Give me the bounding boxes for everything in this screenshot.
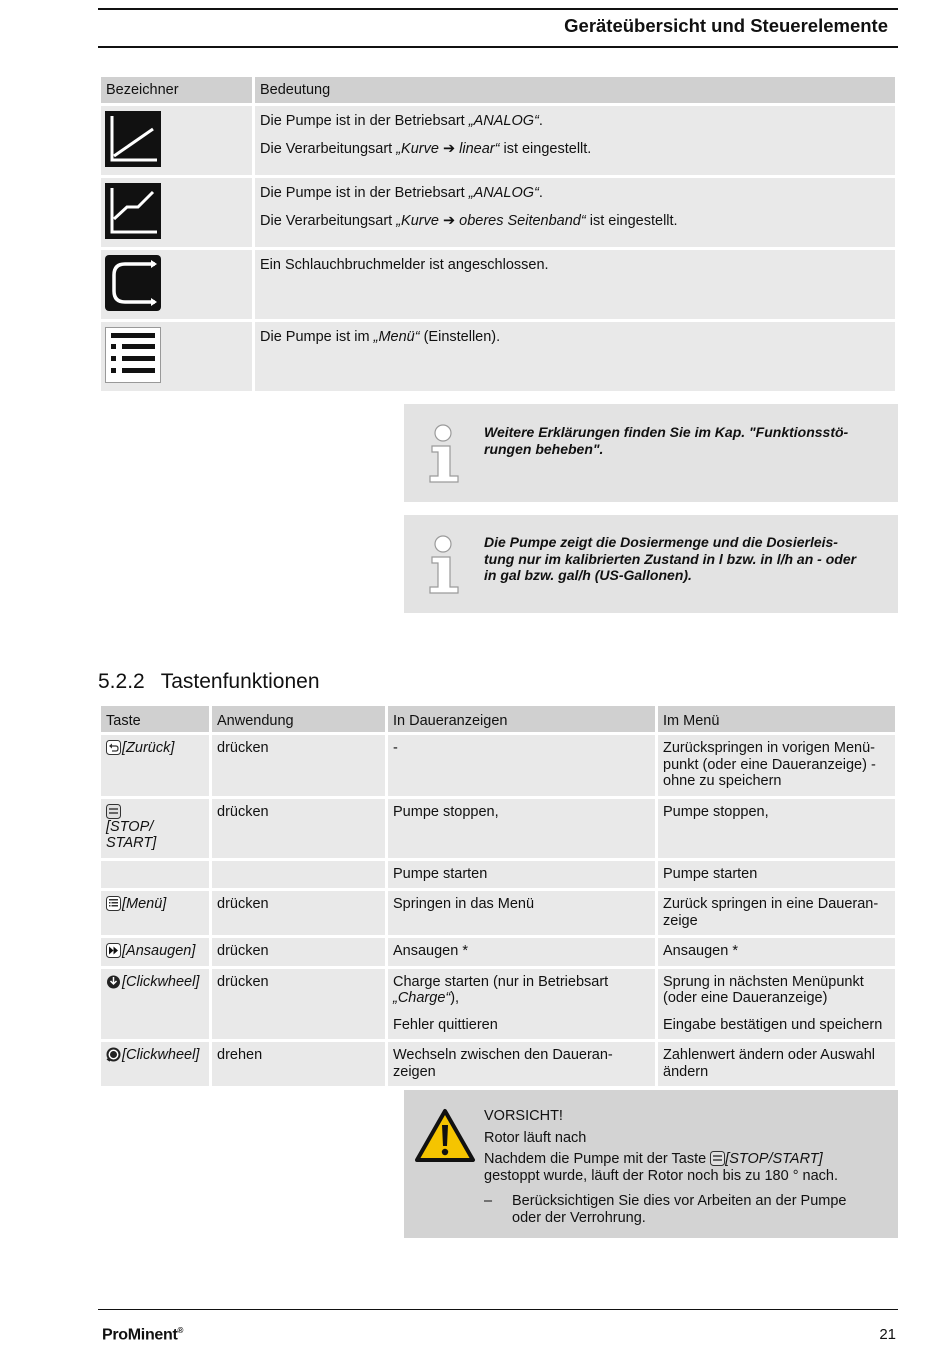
info-text: Die Pumpe zeigt die Dosiermenge und die Dosierleis-tung nur im kalibrierten Zustand in l bzw. in l/h an - oder in gal bzw. gal/h (US-Gallonen). [484,534,857,583]
analog-linear-icon [105,111,161,167]
caution-box [404,1090,898,1238]
meaning-text: ist eingestellt. [499,140,592,157]
header-bottom-rule [98,46,898,48]
menu-cell: Pumpe starten [658,861,895,889]
back-key-icon [106,740,121,755]
meaning-text: Die Pumpe ist im [260,329,374,345]
meaning-text: Ein Schlauchbruchmelder ist angeschlossen. [260,257,549,273]
col-header-bedeutung: Bedeutung [255,77,895,103]
stop-start-key-icon [106,804,121,819]
caution-body-text: gestoppt wurde, läuft der Rotor noch bis zu 180 ° nach. [484,1167,839,1184]
table-row [101,799,895,858]
key-label: [Zurück] [122,740,175,756]
page-header-title: Geräteübersicht und Steuerelemente [564,15,888,36]
symbol-cell [101,178,252,247]
meaning-text: Die Verarbeitungsart [260,212,397,229]
meaning-text: . [538,185,543,201]
key-cell [101,1042,209,1086]
meaning-text: Die Verarbeitungsart [260,140,397,157]
col-header-daueranzeigen: In Daueranzeigen [388,706,655,732]
use-cell: drehen [212,1042,385,1086]
cell-text: Eingabe bestätigen und speichern [663,1016,883,1033]
table-row [101,969,895,1040]
key-cell [101,735,209,796]
table-row [101,891,895,935]
table-row [101,106,895,175]
continuous-display-cell: Pumpe stoppen, [388,799,655,858]
symbol-table-header [101,77,895,103]
use-cell: drücken [212,938,385,966]
symbol-cell [101,322,252,391]
section-heading [98,670,336,694]
menu-icon [105,327,161,383]
table-row [101,250,895,319]
clickwheel-press-icon [106,974,121,989]
priming-key-icon [106,943,121,958]
key-label: [STOP/ START] [106,818,157,851]
menu-cell: Pumpe stoppen, [658,799,895,858]
mode-name: „Charge“ [393,990,451,1006]
table-row [101,1042,895,1086]
prominent-logo [102,1326,183,1344]
caution-title: VORSICHT! [484,1108,563,1124]
section-title: Tastenfunktionen [160,670,320,693]
key-functions-table [98,703,898,1089]
key-table-header [101,706,895,732]
info-box [404,515,898,613]
key-cell [101,891,209,935]
use-cell: drücken [212,891,385,935]
mode-name: „ANALOG“ [468,185,539,201]
clickwheel-turn-icon [106,1047,121,1062]
symbol-meaning [255,178,895,247]
caution-text [484,1108,868,1231]
cell-text: Fehler quittieren [393,1016,498,1033]
meaning-text: . [538,113,543,129]
key-label: [Menü] [122,896,167,912]
warning-triangle-icon [414,1108,476,1164]
caution-body [484,1151,868,1184]
meaning-text: ist eingestellt. [585,212,678,229]
use-cell: drücken [212,799,385,858]
list-item-text: Berücksichtigen Sie dies vor Arbeiten an der Pumpe oder der Verrohrung. [512,1193,847,1226]
cell-text: Charge starten (nur in Betriebsart [393,973,609,990]
symbol-cell [101,106,252,175]
mode-name: „Menü“ [373,329,420,345]
continuous-display-cell: Springen in das Menü [388,891,655,935]
info-icon [426,535,462,595]
menu-cell: Zahlenwert ändern oder Auswahl ändern [658,1042,895,1086]
use-cell [212,861,385,889]
info-icon [426,424,462,484]
caution-list-item [484,1193,868,1226]
col-header-anwendung: Anwendung [212,706,385,732]
mode-name: „ANALOG“ [468,113,539,129]
key-label: [Clickwheel] [122,1047,200,1063]
caution-subtitle: Rotor läuft nach [484,1129,587,1146]
section-number: 5.2.2 [98,670,145,693]
col-header-taste: Taste [101,706,209,732]
meaning-text: Die Pumpe ist in der Betriebsart [260,113,469,129]
header-top-rule [98,8,898,10]
hose-rupture-icon [105,255,161,311]
use-cell: drücken [212,969,385,1040]
continuous-display-cell: Wechseln zwischen den Daueran-zeigen [388,1042,655,1086]
menu-cell: Zurück springen in eine Daueran-zeige [658,891,895,935]
mode-name: „Kurve ➔ linear“ [396,140,500,157]
cell-text: Sprung in nächsten Menüpunkt (oder eine Daueranzeige) [663,973,864,1006]
table-row [101,322,895,391]
table-row [101,178,895,247]
symbol-meaning [255,322,895,391]
key-cell [101,799,209,858]
col-header-menue: Im Menü [658,706,895,732]
key-label: [Clickwheel] [122,973,200,990]
menu-cell: Ansaugen * [658,938,895,966]
key-label: [STOP/START] [725,1151,823,1167]
key-cell [101,969,209,1040]
meaning-text: (Einstellen). [419,329,501,345]
menu-cell [658,969,895,1040]
symbol-table [98,74,898,394]
key-label: [Ansaugen] [122,943,196,959]
footer-rule [98,1309,898,1310]
registered-mark: ® [177,1326,184,1335]
continuous-display-cell: Ansaugen * [388,938,655,966]
logo-text: ProMinent [102,1326,178,1344]
stop-start-key-icon [710,1151,725,1166]
symbol-meaning [255,250,895,319]
list-dash: – [484,1193,493,1209]
symbol-meaning [255,106,895,175]
continuous-display-cell [388,969,655,1040]
analog-upper-sideband-icon [105,183,161,239]
menu-key-icon [106,896,121,911]
info-text: Weitere Erklärungen finden Sie im Kap. "Funktionsstö-rungen beheben". [484,424,849,457]
key-cell [101,861,209,889]
table-row [101,938,895,966]
caution-body-text: Nachdem die Pumpe mit der Taste [484,1151,711,1167]
continuous-display-cell: Pumpe starten [388,861,655,889]
key-cell [101,938,209,966]
cell-text: ), [450,990,460,1006]
col-header-bezeichner: Bezeichner [101,77,252,103]
menu-cell: Zurückspringen in vorigen Menü-punkt (oder eine Daueranzeige) - ohne zu speichern [658,735,895,796]
mode-name: „Kurve ➔ oberes Seitenband“ [396,212,586,229]
symbol-cell [101,250,252,319]
table-row [101,861,895,889]
table-row [101,735,895,796]
continuous-display-cell: - [388,735,655,796]
meaning-text: Die Pumpe ist in der Betriebsart [260,185,469,201]
info-box [404,404,898,502]
page-number: 21 [879,1326,896,1343]
use-cell: drücken [212,735,385,796]
